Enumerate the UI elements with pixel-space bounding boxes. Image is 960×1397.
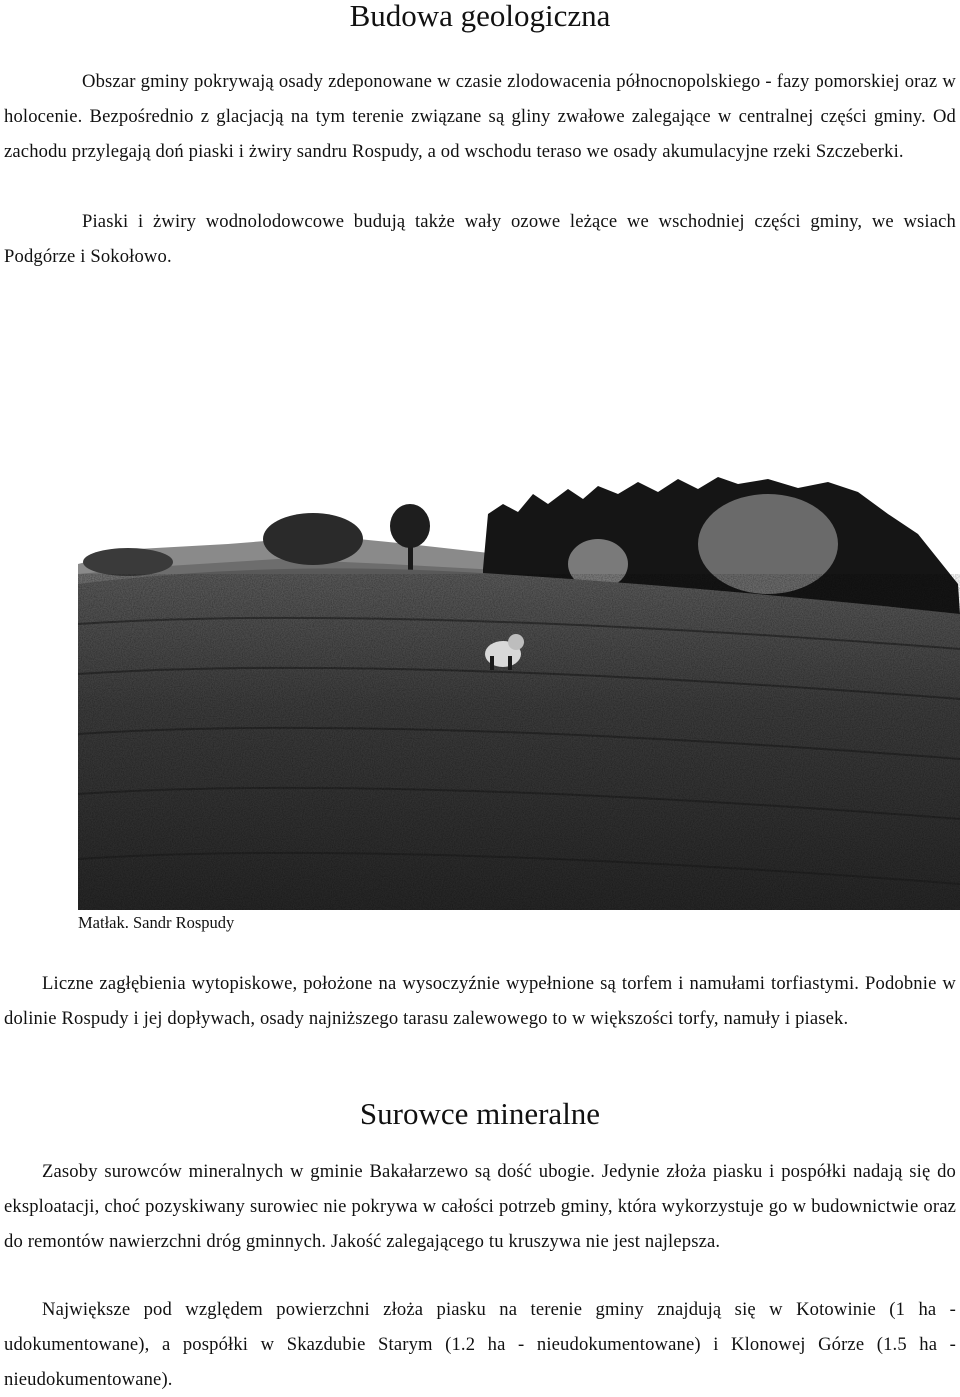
landscape-photo [78,474,960,910]
paragraph-minerals-1: Zasoby surowców mineralnych w gminie Bakałarzewo są dość ubogie. Jedynie złoża piasku i pospółki nadają się do eksploatacji, choć pozyskiwany surowiec nie pokrywa w całości potrzeb gminy, która wykorzystuje go w budownictwie oraz do remontów nawierzchni dróg gminnych. Jakość zalegającego tu kruszywa nie jest najlepsza. [4,1161,956,1252]
photo-caption: Matłak. Sandr Rospudy [78,913,235,932]
paragraph-geology-3: Liczne zagłębienia wytopiskowe, położone na wysoczyźnie wypełnione są torfem i namułami torfiastymi. Podobnie w dolinie Rospudy i jej dopływach, osady najniższego tarasu zalewowego to w większości torfy, namuły i piasek. [4,973,956,1029]
paragraph-geology-1: Obszar gminy pokrywają osady zdeponowane w czasie zlodowacenia północnopolskiego - fazy pomorskiej oraz w holocenie. Bezpośrednio z glacjacją na tym terenie związane są gliny zwałowe zalegające w centralnej części gminy. Od zachodu przylegają doń piaski i żwiry sandru Rospudy, a od wschodu teraso we osady akumulacyjne rzeki Szczeberki. [4,71,956,162]
paragraph-geology-2: Piaski i żwiry wodnolodowcowe budują także wały ozowe leżące we wschodniej części gminy, we wsiach Podgórze i Sokołowo. [4,211,956,267]
section-title-geology: Budowa geologiczna [349,0,611,33]
paragraph-minerals-2: Największe pod względem powierzchni złoża piasku na terenie gminy znajdują się w Kotowinie (1 ha - udokumentowane), a pospółki w Skazdubie Starym (1.2 ha - nieudokumentowane) i Klonowej Górze (1.5 ha - nieudokumentowane). [4,1299,956,1390]
section-title-minerals: Surowce mineralne [359,1096,601,1131]
